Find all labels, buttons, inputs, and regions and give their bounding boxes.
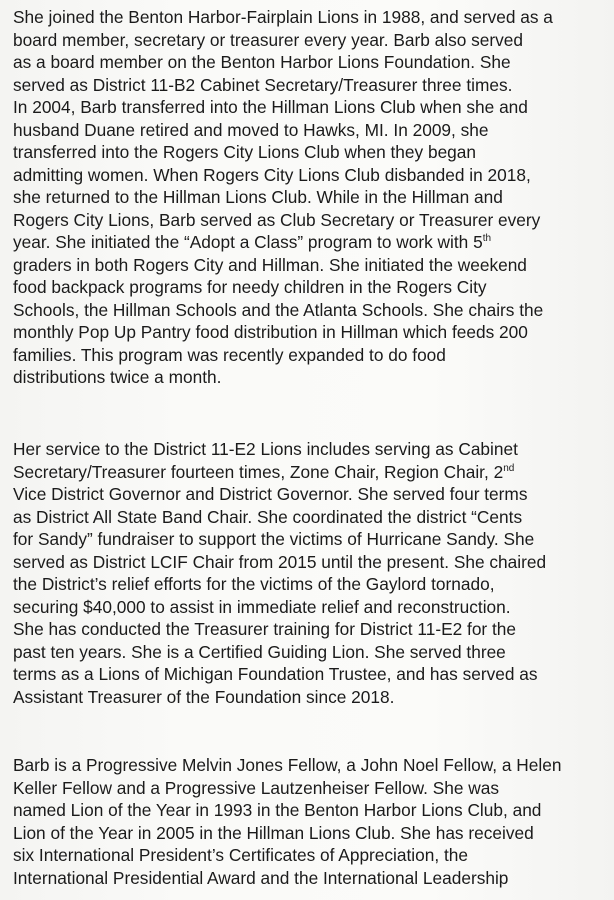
text-line: for Sandy” fundraiser to support the victims of Hurricane Sandy. She (13, 529, 535, 549)
text-line: past ten years. She is a Certified Guiding Lion. She served three (13, 641, 506, 662)
ordinal-superscript: th (482, 233, 492, 245)
text-line: distributions twice a month. (13, 367, 222, 387)
text-line: Her service to the District 11-E2 Lions includes serving as Cabinet (13, 439, 518, 459)
text-line: terms as a Lions of Michigan Foundation Trustee, and has served as (13, 664, 538, 684)
text-line: Lion of the Year in 2005 in the Hillman Lions Club. She has received (13, 822, 534, 843)
paragraph-early-service (13, 6, 609, 389)
ordinal-superscript: nd (503, 462, 515, 474)
text-line: board member, secretary or treasurer every year. Barb also served (13, 29, 524, 50)
text-line: the District’s relief efforts for the victims of the Gaylord tornado, (13, 574, 495, 594)
paragraph-district-service (13, 438, 609, 708)
text-line: husband Duane retired and moved to Hawks, MI. In 2009, she (13, 119, 489, 140)
text-line: securing $40,000 to assist in immediate relief and reconstruction. (13, 596, 511, 617)
text-line-body: Secretary/Treasurer fourteen times, Zone Chair, Region Chair, 2 (13, 461, 504, 482)
text-line: named Lion of the Year in 1993 in the Benton Harbor Lions Club, and (13, 800, 542, 820)
text-line-body: year. She initiated the “Adopt a Class” program to work with 5 (13, 232, 483, 252)
text-line: Barb is a Progressive Melvin Jones Fellow, a John Noel Fellow, a Helen (13, 755, 562, 775)
text-line: served as District LCIF Chair from 2015 until the present. She chaired (13, 551, 547, 572)
text-line: She has conducted the Treasurer training for District 11-E2 for the (13, 619, 517, 639)
text-line: monthly Pop Up Pantry food distribution in Hillman which feeds 200 (13, 322, 528, 342)
text-line-with-superscript (13, 231, 609, 254)
text-line: she returned to the Hillman Lions Club. While in the Hillman and (13, 187, 503, 207)
text-line: Assistant Treasurer of the Foundation since 2018. (13, 686, 395, 707)
text-line: food backpack programs for needy children in the Rogers City (13, 277, 487, 297)
text-line: admitting women. When Rogers City Lions Club disbanded in 2018, (13, 164, 531, 185)
text-line: Vice District Governor and District Governor. She served four terms (13, 484, 528, 504)
text-line: Keller Fellow and a Progressive Lautzenheiser Fellow. She was (13, 777, 500, 798)
text-line: six International President’s Certificates of Appreciation, the (13, 845, 468, 865)
text-line: She joined the Benton Harbor-Fairplain Lions in 1988, and served as a (13, 7, 553, 27)
text-line: Schools, the Hillman Schools and the Atlanta Schools. She chairs the (13, 299, 544, 320)
text-line-with-superscript (13, 461, 609, 484)
paragraph-honors (13, 754, 609, 889)
text-line: as a board member on the Benton Harbor Lions Foundation. She (13, 52, 511, 72)
text-line: graders in both Rogers City and Hillman. She initiated the weekend (13, 254, 527, 275)
text-line: In 2004, Barb transferred into the Hillman Lions Club when she and (13, 97, 528, 117)
text-line: transferred into the Rogers City Lions Club when they began (13, 142, 477, 162)
text-line: as District All State Band Chair. She coordinated the district “Cents (13, 506, 523, 527)
text-line: served as District 11-B2 Cabinet Secretary/Treasurer three times. (13, 74, 513, 95)
text-line: International Presidential Award and the International Leadership (13, 867, 509, 888)
text-line: families. This program was recently expanded to do food (13, 344, 446, 365)
text-line: Rogers City Lions, Barb served as Club Secretary or Treasurer every (13, 209, 541, 230)
